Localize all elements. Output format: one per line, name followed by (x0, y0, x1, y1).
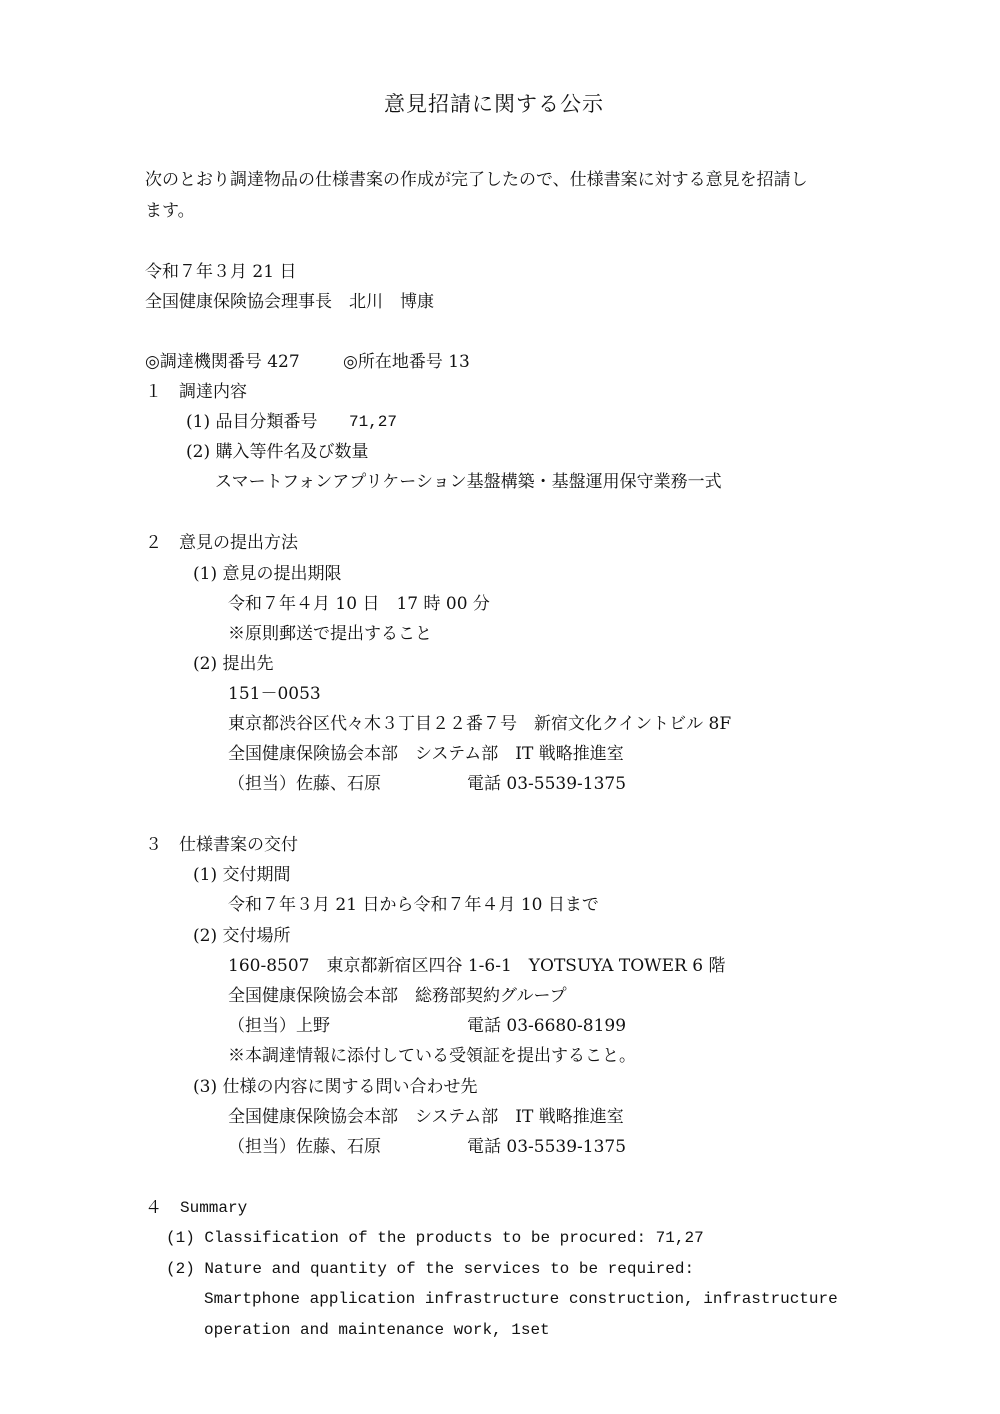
section-3-inquiry-department: 全国健康保険協会本部 システム部 IT 戦略推進室 (228, 1107, 624, 1127)
section-4-heading: Summary (180, 1199, 248, 1217)
section-2-item-2-label: (2) 提出先 (193, 654, 274, 674)
section-2-department: 全国健康保険協会本部 システム部 IT 戦略推進室 (228, 744, 624, 764)
section-2-address: 東京都渋谷区代々木３丁目２２番７号 新宿文化クイントビル 8F (228, 714, 732, 734)
notice-date: 令和７年３月 21 日 (145, 262, 297, 282)
section-2-heading: ２ 意見の提出方法 (145, 533, 298, 553)
procurement-org-number: ◎調達機関番号 427 (145, 352, 300, 372)
section-3-distribution-phone: 電話 03-6680-8199 (467, 1016, 627, 1036)
section-4-item-2: (2) Nature and quantity of the services to be required: (166, 1260, 695, 1278)
section-3-heading: ３ 仕様書案の交付 (145, 835, 298, 855)
section-4-item-2-line-1: Smartphone application infrastructure construction, infrastructure (204, 1290, 838, 1308)
section-3-item-2-label: (2) 交付場所 (193, 926, 291, 946)
section-4-number: ４ (145, 1198, 162, 1218)
section-3-distribution-department: 全国健康保険協会本部 総務部契約グループ (228, 986, 567, 1006)
section-4-item-2-line-2: operation and maintenance work, 1set (204, 1321, 550, 1339)
section-2-postal-code: 151－0053 (228, 684, 321, 704)
location-number: ◎所在地番号 13 (343, 352, 470, 372)
section-3-inquiry-person: （担当）佐藤、石原 (228, 1137, 381, 1157)
intro-line-2: ます。 (145, 201, 195, 221)
section-3-item-1-label: (1) 交付期間 (193, 865, 291, 885)
section-1-item-2-value: スマートフォンアプリケーション基盤構築・基盤運用保守業務一式 (215, 472, 722, 492)
intro-line-1: 次のとおり調達物品の仕様書案の作成が完了したので、仕様書案に対する意見を招請し (145, 170, 808, 190)
section-3-inquiry-phone: 電話 03-5539-1375 (467, 1137, 627, 1157)
section-4-item-1: (1) Classification of the products to be procured: 71,27 (166, 1229, 704, 1247)
section-3-distribution-period: 令和７年３月 21 日から令和７年４月 10 日まで (228, 895, 599, 915)
section-2-item-1-label: (1) 意見の提出期限 (193, 564, 342, 584)
section-3-item-3-label: (3) 仕様の内容に関する問い合わせ先 (193, 1077, 478, 1097)
section-2-contact-person: （担当）佐藤、石原 (228, 774, 381, 794)
section-1-heading: １ 調達内容 (145, 382, 247, 402)
section-2-contact-phone: 電話 03-5539-1375 (467, 774, 627, 794)
section-2-deadline-note: ※原則郵送で提出すること (228, 624, 432, 644)
section-1-item-1-label: (1) 品目分類番号 (186, 412, 318, 432)
section-3-distribution-person: （担当）上野 (228, 1016, 330, 1036)
document-title: 意見招請に関する公示 (384, 92, 604, 116)
section-3-distribution-address: 160-8507 東京都新宿区四谷 1-6-1 YOTSUYA TOWER 6 階 (228, 956, 726, 976)
section-1-item-2-label: (2) 購入等件名及び数量 (186, 442, 369, 462)
section-1-item-1-value: 71,27 (349, 413, 398, 431)
section-2-deadline: 令和７年４月 10 日 17 時 00 分 (228, 594, 490, 614)
section-3-receipt-note: ※本調達情報に添付している受領証を提出すること。 (228, 1046, 636, 1066)
issuer-name: 全国健康保険協会理事長 北川 博康 (145, 292, 434, 312)
